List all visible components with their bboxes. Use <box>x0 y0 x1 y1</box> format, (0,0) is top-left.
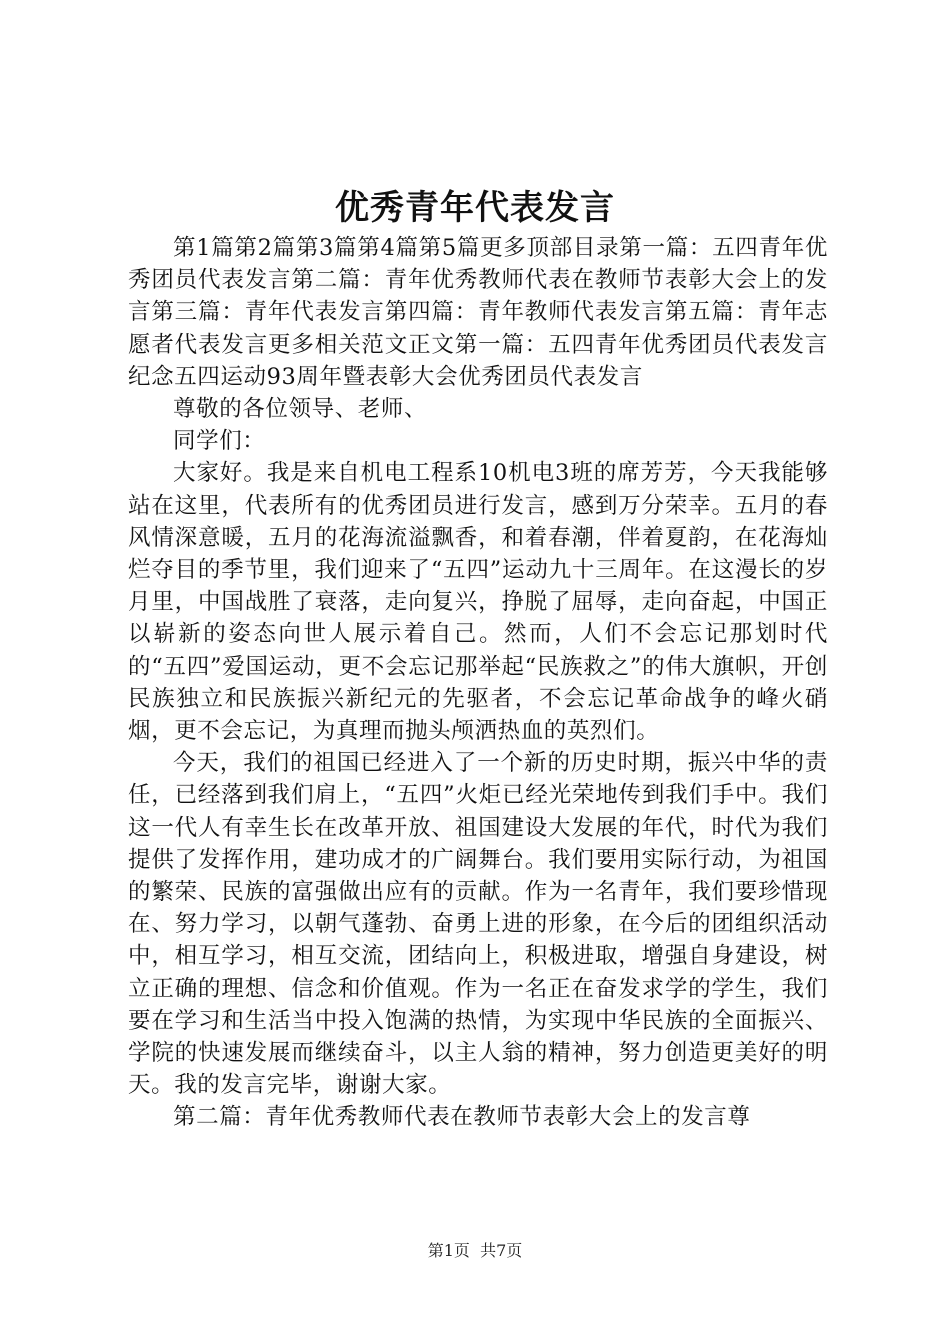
paragraph-body-1: 大家好。我是来自机电工程系10机电3班的席芳芳，今天我能够站在这里，代表所有的优秀团员进行发言，感到万分荣幸。五月的春风情深意暖，五月的花海流溢飘香，和着春潮，伴着夏韵，在花海灿烂夺目的季节里，我们迎来了“五四”运动九十三周年。在这漫长的岁月里，中国战胜了衰落，走向复兴，挣脱了屈辱，走向奋起，中国正以崭新的姿态向世人展示着自己。然而，人们不会忘记那划时代的“五四”爱国运动，更不会忘记那举起“民族救之”的伟大旗帜，开创民族独立和民族振兴新纪元的先驱者，不会忘记革命战争的峰火硝烟，更不会忘记，为真理而抛头颅洒热血的英烈们。 <box>128 460 828 745</box>
paragraph-next-section: 第二篇：青年优秀教师代表在教师节表彰大会上的发言尊 <box>173 1104 751 1131</box>
document-title: 优秀青年代表发言 <box>335 188 615 228</box>
paragraph-salutation-1: 尊敬的各位领导、老师、 <box>173 396 428 423</box>
page-number: 第1页 <box>427 1241 470 1260</box>
paragraph-toc: 第1篇第2篇第3篇第4篇第5篇更多顶部目录第一篇：五四青年优秀团员代表发言第二篇：青年优秀教师代表在教师节表彰大会上的发言第三篇：青年代表发言第四篇：青年教师代表发言第五篇：青年志愿者代表发言更多相关范文正文第一篇：五四青年优秀团员代表发言纪念五四运动93周年暨表彰大会优秀团员代表发言 <box>128 235 828 390</box>
page-total: 共7页 <box>480 1241 523 1260</box>
paragraph-salutation-2: 同学们： <box>173 428 266 455</box>
page-footer <box>0 1239 950 1263</box>
paragraph-body-2: 今天，我们的祖国已经进入了一个新的历史时期，振兴中华的责任，已经落到我们肩上，“五四”火炬已经光荣地传到我们手中。我们这一代人有幸生长在改革开放、祖国建设大发展的年代，时代为我们提供了发挥作用，建功成才的广阔舞台。我们要用实际行动，为祖国的繁荣、民族的富强做出应有的贡献。作为一名青年，我们要珍惜现在、努力学习，以朝气蓬勃、奋勇上进的形象，在今后的团组织活动中，相互学习，相互交流，团结向上，积极进取，增强自身建设，树立正确的理想、信念和价值观。作为一名正在奋发求学的学生，我们要在学习和生活当中投入饱满的热情，为实现中华民族的全面振兴、学院的快速发展而继续奋斗，以主人翁的精神，努力创造更美好的明天。我的发言完毕，谢谢大家。 <box>128 750 828 1099</box>
document-body <box>128 232 828 1134</box>
